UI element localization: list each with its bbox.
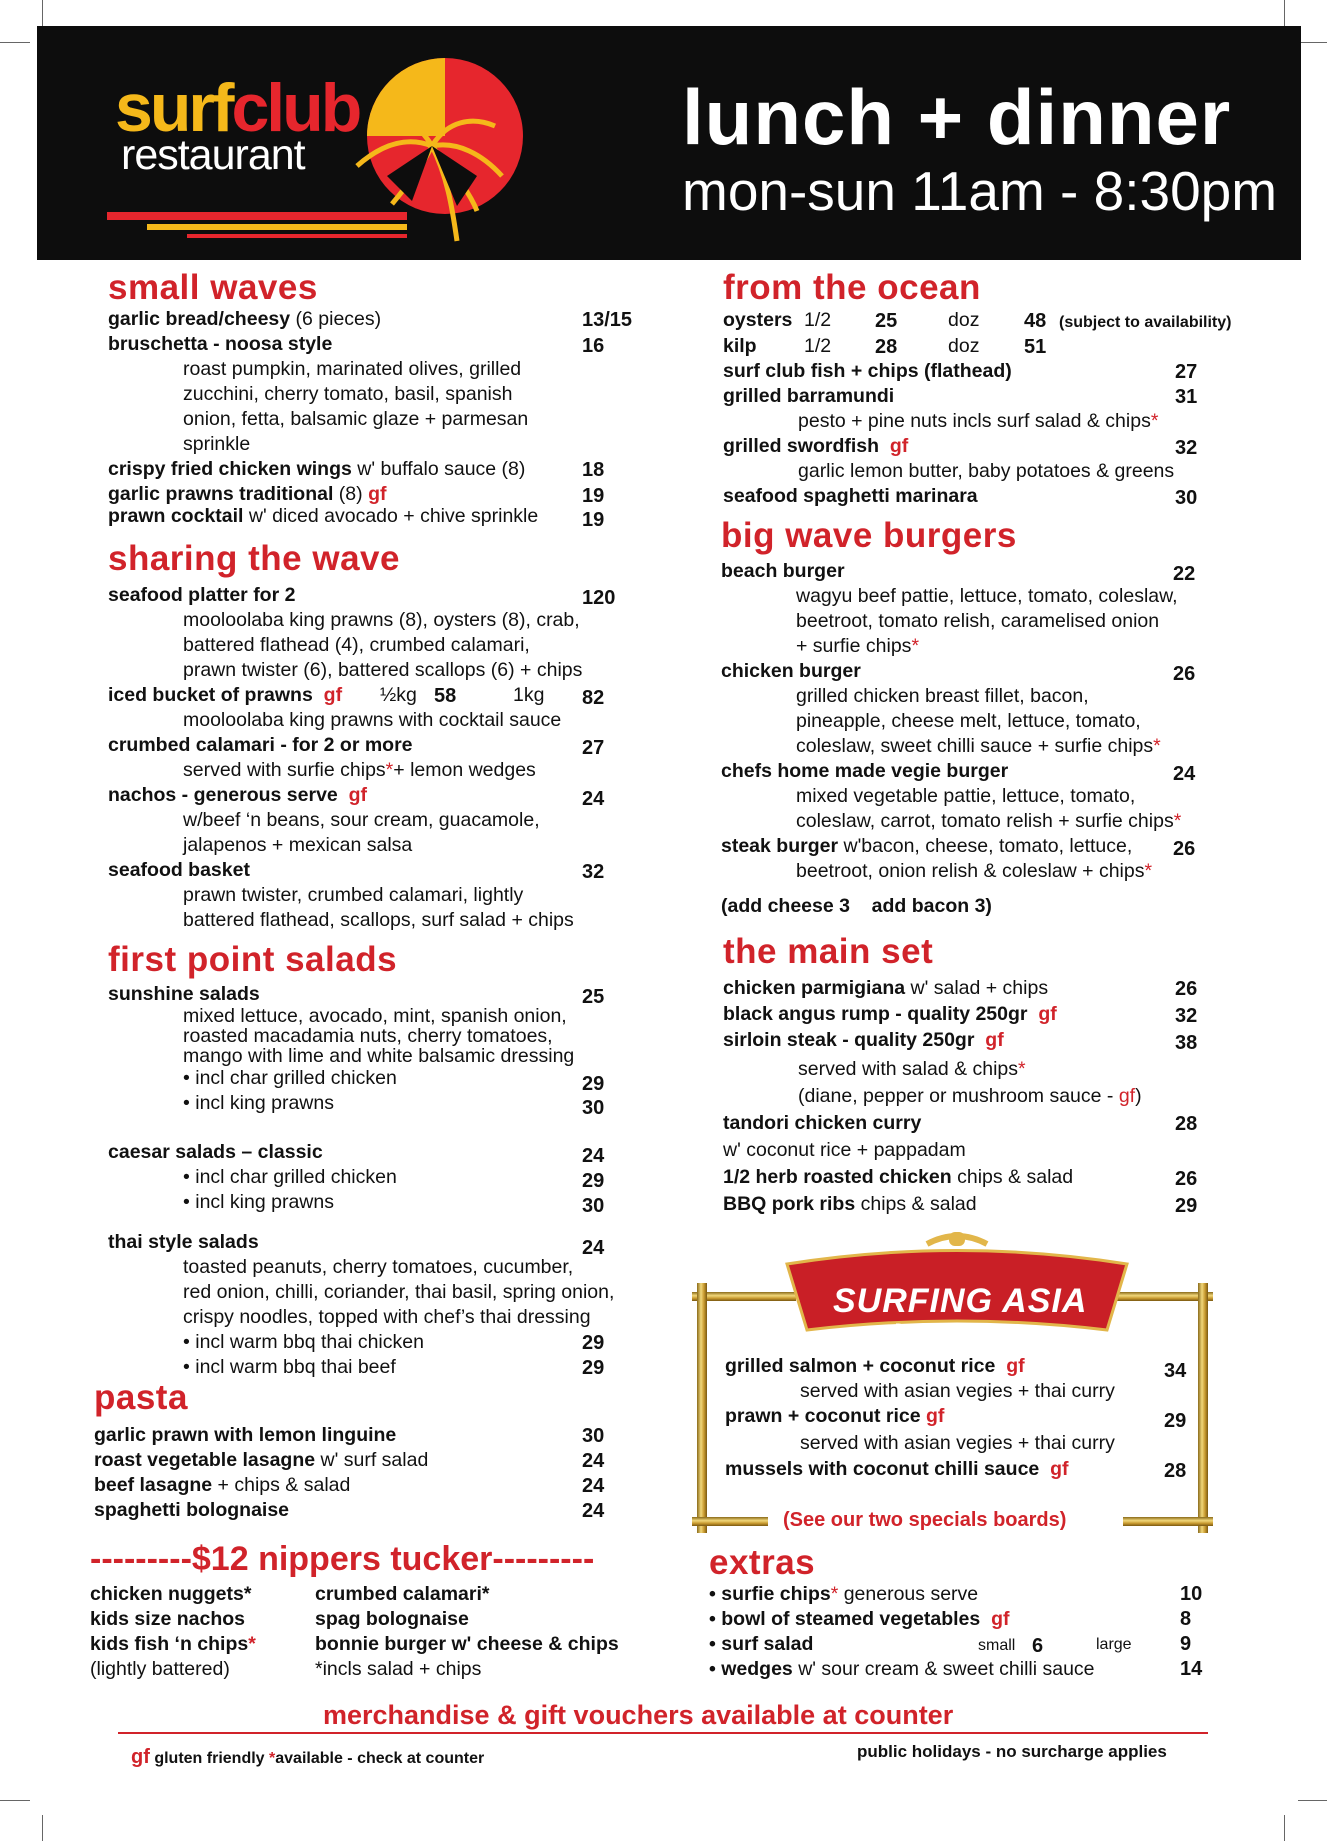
- item-price: 27: [582, 737, 605, 759]
- item-price: 27: [1175, 361, 1198, 383]
- surfing-asia-subtitle: DISHES: [895, 1321, 976, 1335]
- menu-item: surf club fish + chips (flathead): [723, 360, 1012, 382]
- menu-item: oysters: [723, 309, 793, 331]
- item-description: beetroot, tomato relish, caramelised onion: [796, 610, 1160, 632]
- menu-item: chicken parmigiana w' salad + chips: [723, 977, 1049, 999]
- item-price: 29: [582, 1332, 605, 1354]
- menu-item: sirloin steak - quality 250gr gf: [723, 1029, 1004, 1051]
- menu-item: prawn + coconut rice gf: [725, 1405, 945, 1427]
- item-description: mixed vegetable pattie, lettuce, tomato,: [796, 785, 1136, 807]
- crop-mark: [1298, 42, 1327, 43]
- burger-addons: (add cheese 3 add bacon 3): [721, 895, 992, 917]
- menu-item: grilled barramundi: [723, 385, 895, 407]
- item-price: 10: [1180, 1583, 1203, 1605]
- kids-item: chicken nuggets*: [90, 1583, 252, 1605]
- kids-item: bonnie burger w' cheese & chips: [315, 1633, 619, 1655]
- bamboo-bottom: [692, 1517, 768, 1526]
- item-price: 24: [582, 1450, 605, 1472]
- item-option: • incl king prawns: [183, 1191, 334, 1213]
- menu-item: 1/2 herb roasted chicken chips & salad: [723, 1166, 1074, 1188]
- item-description: pineapple, cheese melt, lettuce, tomato,: [796, 710, 1141, 732]
- item-option: 1kg: [513, 684, 545, 706]
- menu-item: • wedges w' sour cream & sweet chilli sauce: [709, 1658, 1095, 1680]
- menu-item: BBQ pork ribs chips & salad: [723, 1193, 977, 1215]
- section-heading-main: the main set: [723, 932, 934, 971]
- item-price: 19: [582, 485, 605, 507]
- item-description: onion, fetta, balsamic glaze + parmesan: [183, 408, 529, 430]
- crop-mark: [0, 42, 30, 43]
- menu-item: seafood basket: [108, 859, 250, 881]
- section-heading-pasta: pasta: [94, 1378, 188, 1417]
- item-price: 26: [1173, 663, 1196, 685]
- item-description: red onion, chilli, coriander, thai basil, spring onion,: [183, 1281, 615, 1303]
- item-price: 25: [582, 986, 605, 1008]
- item-description: w/beef ‘n beans, sour cream, guacamole,: [183, 809, 540, 831]
- item-price: 32: [1175, 1005, 1198, 1027]
- item-price: 25: [875, 310, 898, 332]
- item-description: prawn twister, crumbed calamari, lightly: [183, 884, 524, 906]
- item-description: served with asian vegies + thai curry: [800, 1380, 1115, 1402]
- merchandise-banner: merchandise & gift vouchers available at counter: [323, 1700, 954, 1730]
- section-heading-salads: first point salads: [108, 940, 398, 979]
- section-heading-extras: extras: [709, 1543, 816, 1582]
- item-option: 1/2: [804, 335, 832, 357]
- item-price: 8: [1180, 1608, 1192, 1630]
- availability-note: (subject to availability): [1059, 314, 1232, 331]
- item-description: sprinkle: [183, 433, 251, 455]
- item-price: 120: [582, 587, 616, 609]
- item-price: 9: [1180, 1633, 1192, 1655]
- gf-legend: gf gluten friendly *available - check at counter: [131, 1746, 485, 1768]
- menu-item: steak burger w'bacon, cheese, tomato, lettuce,: [721, 835, 1133, 857]
- item-option: doz: [948, 309, 980, 331]
- section-heading-burgers: big wave burgers: [721, 516, 1017, 555]
- crop-mark: [1284, 0, 1285, 26]
- item-description: battered flathead (4), crumbed calamari,: [183, 634, 530, 656]
- menu-header: [37, 26, 1301, 260]
- menu-item: garlic prawn with lemon linguine: [94, 1424, 397, 1446]
- section-heading-sharing: sharing the wave: [108, 539, 400, 578]
- crop-mark: [42, 1815, 43, 1841]
- menu-item: prawn cocktail w' diced avocado + chive sprinkle: [108, 505, 539, 527]
- item-price: 58: [434, 685, 457, 707]
- bamboo-right: [1198, 1283, 1208, 1533]
- crop-mark: [42, 0, 43, 26]
- item-price: 32: [1175, 437, 1198, 459]
- item-description: crispy noodles, topped with chef’s thai dressing: [183, 1306, 591, 1328]
- menu-item: garlic bread/cheesy (6 pieces): [108, 308, 382, 330]
- item-price: 30: [582, 1097, 605, 1119]
- menu-item: grilled swordfish gf: [723, 435, 909, 457]
- item-price: 26: [1175, 1168, 1198, 1190]
- item-description: served with asian vegies + thai curry: [800, 1432, 1115, 1454]
- item-price: 51: [1024, 336, 1047, 358]
- item-price: 13/15: [582, 309, 633, 331]
- menu-item: thai style salads: [108, 1231, 259, 1253]
- kids-item: crumbed calamari*: [315, 1583, 490, 1605]
- menu-item: roast vegetable lasagne w' surf salad: [94, 1449, 429, 1471]
- item-price: 22: [1173, 563, 1196, 585]
- item-option: • incl char grilled chicken: [183, 1067, 397, 1089]
- item-description: coleslaw, sweet chilli sauce + surfie chips*: [796, 735, 1161, 757]
- item-description: toasted peanuts, cherry tomatoes, cucumber,: [183, 1256, 574, 1278]
- item-description: served with salad & chips*: [798, 1058, 1026, 1080]
- menu-item: garlic prawns traditional (8) gf: [108, 483, 387, 505]
- item-description: w' coconut rice + pappadam: [723, 1139, 966, 1161]
- item-price: 29: [1175, 1195, 1198, 1217]
- item-price: 28: [1175, 1113, 1198, 1135]
- item-option: • incl warm bbq thai beef: [183, 1356, 396, 1378]
- item-price: 30: [582, 1425, 605, 1447]
- menu-item: iced bucket of prawns gf: [108, 684, 343, 706]
- item-description: mango with lime and white balsamic dressing: [183, 1045, 575, 1067]
- item-price: 29: [1164, 1410, 1187, 1432]
- item-price: 29: [582, 1170, 605, 1192]
- kids-item-note: (lightly battered): [90, 1658, 230, 1680]
- item-description: beetroot, onion relish & coleslaw + chips*: [796, 860, 1153, 882]
- item-price: 24: [582, 1475, 605, 1497]
- item-price: 19: [582, 509, 605, 531]
- item-description: + surfie chips*: [796, 635, 920, 657]
- footer-divider: [118, 1732, 1208, 1734]
- opening-hours: mon-sun 11am - 8:30pm: [682, 160, 1278, 222]
- item-description: battered flathead, scallops, surf salad + chips: [183, 909, 574, 931]
- item-price: 48: [1024, 310, 1047, 332]
- menu-item: chefs home made vegie burger: [721, 760, 1009, 782]
- item-price: 29: [582, 1357, 605, 1379]
- menu-item: seafood spaghetti marinara: [723, 485, 978, 507]
- item-price: 24: [582, 1237, 605, 1259]
- bamboo-left: [697, 1283, 707, 1533]
- item-description: mooloolaba king prawns (8), oysters (8), crab,: [183, 609, 580, 631]
- item-option: ½kg: [380, 684, 417, 706]
- item-price: 26: [1175, 978, 1198, 1000]
- item-description: coleslaw, carrot, tomato relish + surfie chips*: [796, 810, 1182, 832]
- bamboo-bottom: [1123, 1517, 1213, 1526]
- kids-item: kids size nachos: [90, 1608, 245, 1630]
- item-price: 32: [582, 861, 605, 883]
- item-description: wagyu beef pattie, lettuce, tomato, coleslaw,: [796, 585, 1178, 607]
- menu-item: chicken burger: [721, 660, 861, 682]
- menu-item: • surf salad: [709, 1633, 814, 1655]
- menu-item: beef lasagne + chips & salad: [94, 1474, 351, 1496]
- menu-item: caesar salads – classic: [108, 1141, 323, 1163]
- item-option: • incl warm bbq thai chicken: [183, 1331, 424, 1353]
- menu-item: seafood platter for 2: [108, 584, 296, 606]
- item-price: 18: [582, 459, 605, 481]
- item-price: 6: [1032, 1635, 1044, 1657]
- specials-boards-note: (See our two specials boards): [783, 1509, 1067, 1531]
- item-description: jalapenos + mexican salsa: [183, 834, 413, 856]
- public-holidays-note: public holidays - no surcharge applies: [857, 1742, 1167, 1761]
- crop-mark: [1284, 1815, 1285, 1841]
- kids-item: spag bolognaise: [315, 1608, 469, 1630]
- item-option: • incl king prawns: [183, 1092, 334, 1114]
- item-price: 30: [582, 1195, 605, 1217]
- menu-item: grilled salmon + coconut rice gf: [725, 1355, 1025, 1377]
- item-price: 31: [1175, 386, 1198, 408]
- item-price: 28: [875, 336, 898, 358]
- item-option: 1/2: [804, 309, 832, 331]
- item-description: garlic lemon butter, baby potatoes & greens: [798, 460, 1175, 482]
- menu-item: • surfie chips* generous serve: [709, 1583, 979, 1605]
- item-option: small: [978, 1637, 1016, 1654]
- crop-mark: [1298, 1800, 1327, 1801]
- surfing-asia-title: SURFING ASIA: [833, 1282, 1088, 1320]
- item-price: 26: [1173, 838, 1196, 860]
- menu-item: spaghetti bolognaise: [94, 1499, 290, 1521]
- menu-item: sunshine salads: [108, 983, 260, 1005]
- item-description: roasted macadamia nuts, cherry tomatoes,: [183, 1025, 553, 1047]
- menu-item: mussels with coconut chilli sauce gf: [725, 1458, 1069, 1480]
- crop-mark: [0, 1800, 30, 1801]
- brand-name: surfclub: [115, 70, 360, 146]
- item-price: 24: [582, 1145, 605, 1167]
- section-heading-small-waves: small waves: [108, 268, 318, 307]
- item-option: large: [1096, 1636, 1132, 1653]
- item-price: 24: [1173, 763, 1196, 785]
- menu-item: beach burger: [721, 560, 845, 582]
- menu-item: nachos - generous serve gf: [108, 784, 368, 806]
- item-price: 14: [1180, 1658, 1203, 1680]
- item-description: grilled chicken breast fillet, bacon,: [796, 685, 1089, 707]
- surfclub-logo: [37, 26, 657, 260]
- section-heading-nippers: ---------$12 nippers tucker---------: [90, 1540, 595, 1578]
- item-description: served with surfie chips*+ lemon wedges: [183, 759, 536, 781]
- menu-item: kilp: [723, 335, 757, 357]
- menu-item: bruschetta - noosa style: [108, 333, 333, 355]
- item-price: 16: [582, 335, 605, 357]
- item-option: doz: [948, 335, 980, 357]
- kids-item: kids fish ‘n chips*: [90, 1633, 256, 1655]
- menu-item: crumbed calamari - for 2 or more: [108, 734, 413, 756]
- section-heading-ocean: from the ocean: [723, 268, 981, 307]
- item-description: (diane, pepper or mushroom sauce - gf): [798, 1085, 1142, 1107]
- item-description: mixed lettuce, avocado, mint, spanish onion,: [183, 1005, 567, 1027]
- menu-item: black angus rump - quality 250gr gf: [723, 1003, 1057, 1025]
- menu-item: • bowl of steamed vegetables gf: [709, 1608, 1010, 1630]
- item-price: 38: [1175, 1032, 1198, 1054]
- item-price: 82: [582, 687, 605, 709]
- menu-item: tandori chicken curry: [723, 1112, 922, 1134]
- item-price: 28: [1164, 1460, 1187, 1482]
- menu-item: crispy fried chicken wings w' buffalo sauce (8): [108, 458, 526, 480]
- brand-subtitle: restaurant: [121, 131, 305, 179]
- item-description: mooloolaba king prawns with cocktail sauce: [183, 709, 562, 731]
- item-description: pesto + pine nuts incls surf salad & chips*: [798, 410, 1159, 432]
- item-price: 34: [1164, 1360, 1187, 1382]
- item-description: roast pumpkin, marinated olives, grilled: [183, 358, 522, 380]
- page-title: lunch + dinner: [682, 73, 1232, 161]
- item-description: prawn twister (6), battered scallops (6) + chips: [183, 659, 583, 681]
- item-option: • incl char grilled chicken: [183, 1166, 397, 1188]
- item-price: 29: [582, 1073, 605, 1095]
- kids-item-note: *incls salad + chips: [315, 1658, 482, 1680]
- item-price: 30: [1175, 487, 1198, 509]
- item-price: 24: [582, 788, 605, 810]
- item-price: 24: [582, 1500, 605, 1522]
- item-description: zucchini, cherry tomato, basil, spanish: [183, 383, 513, 405]
